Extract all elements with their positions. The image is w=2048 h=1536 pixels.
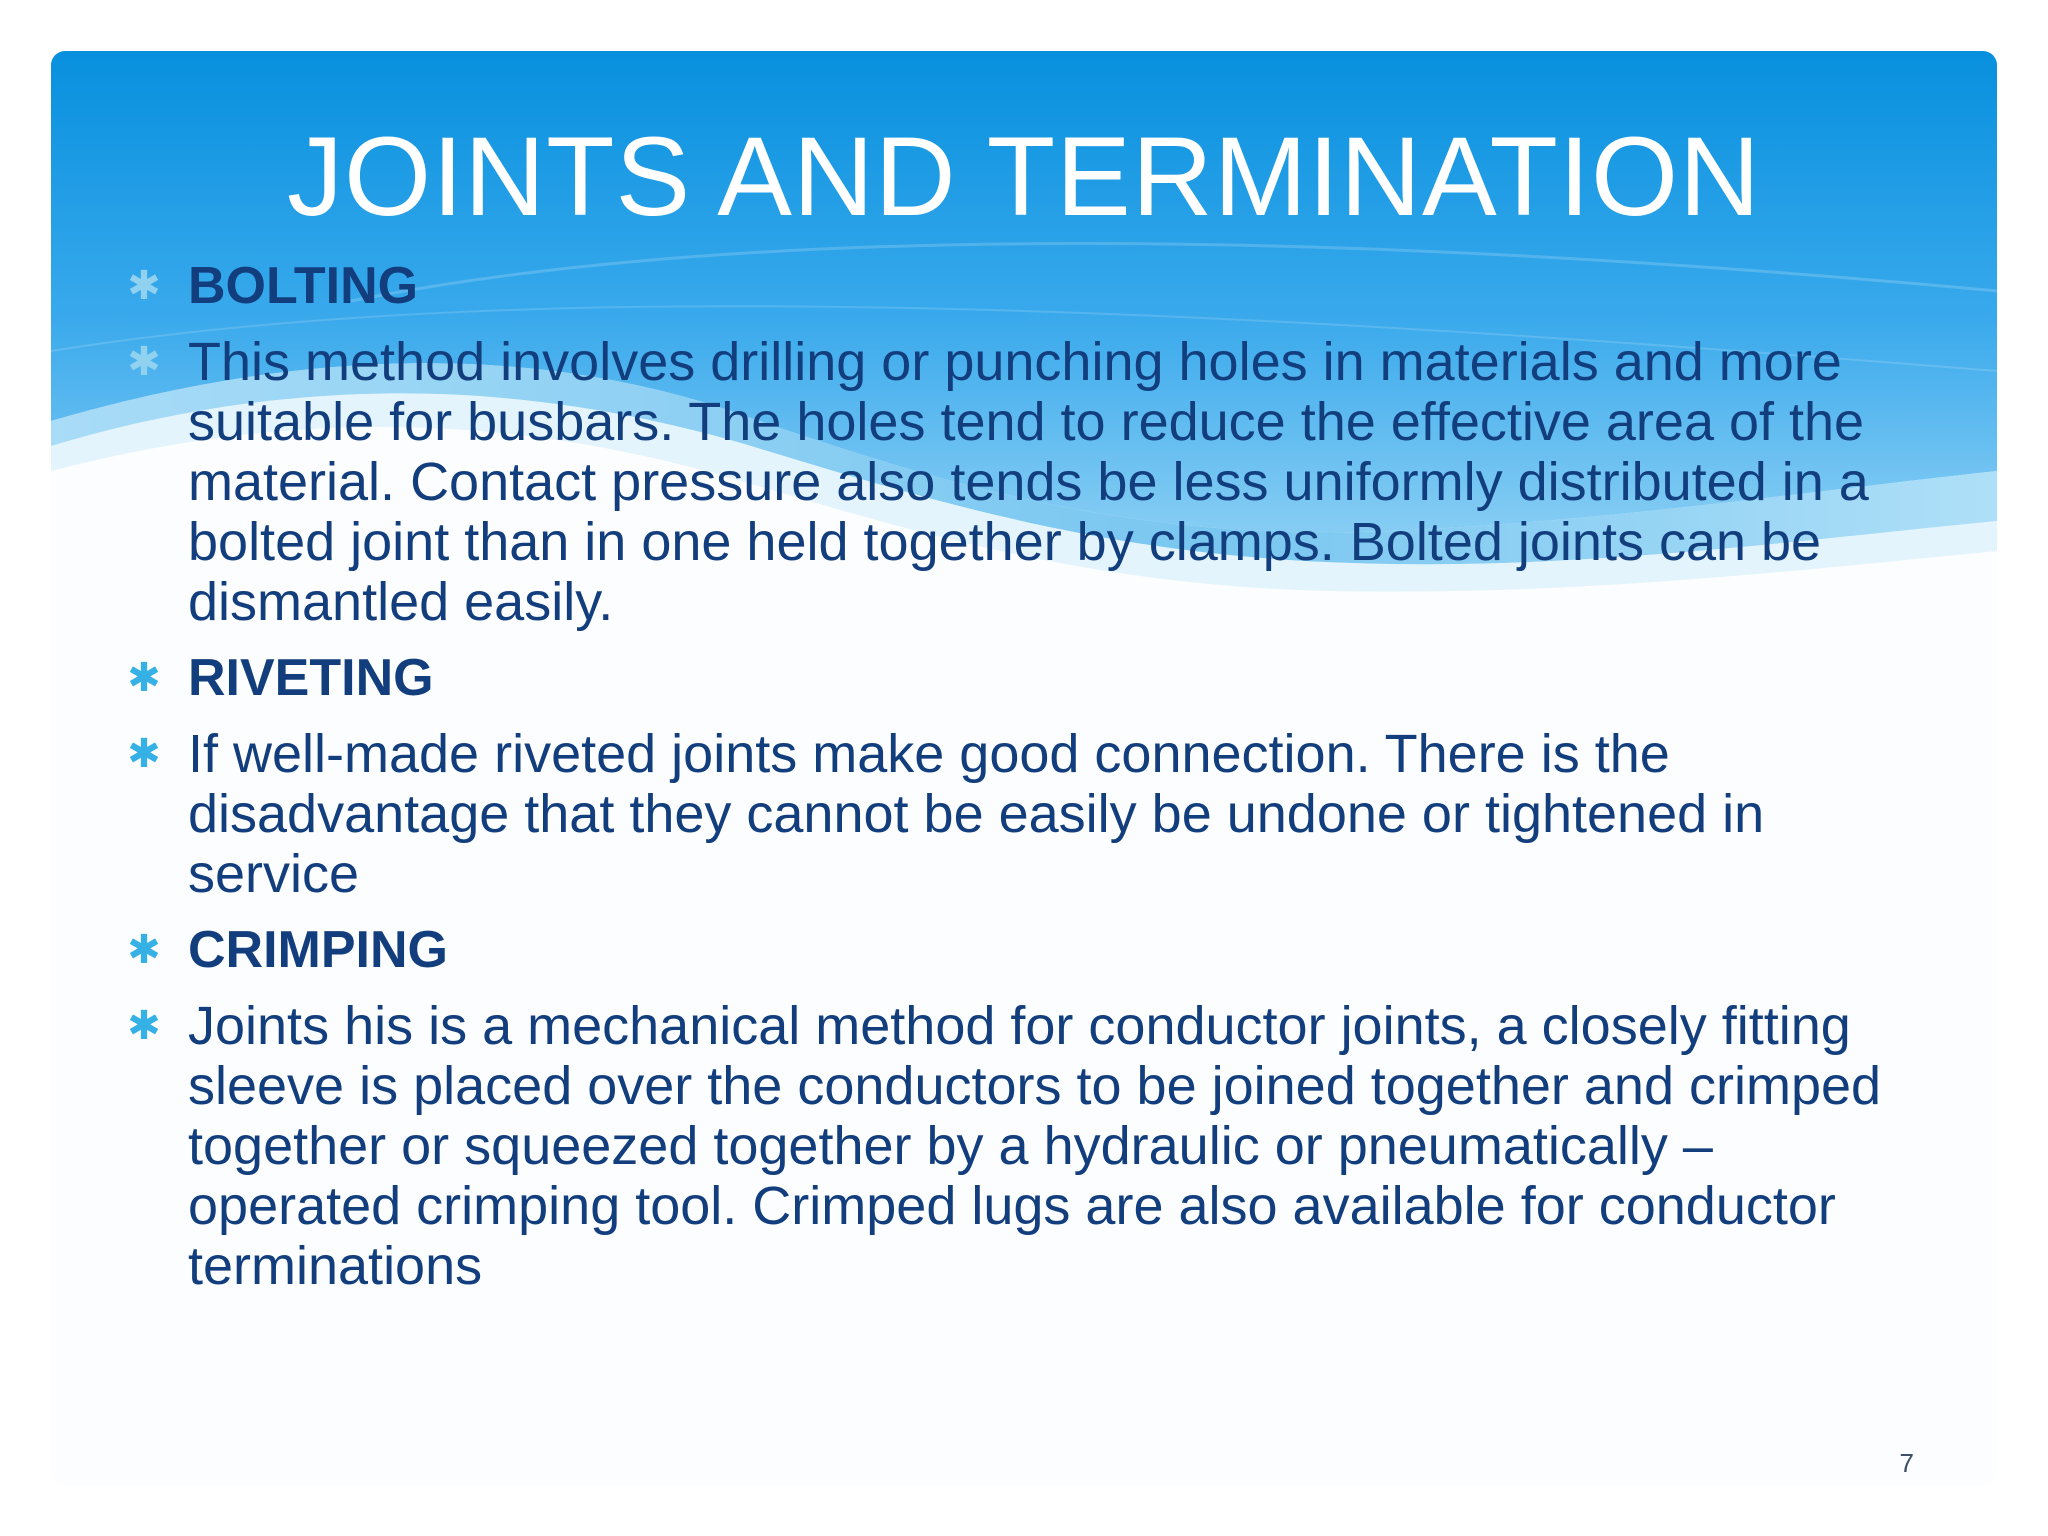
slide-title: JOINTS AND TERMINATION bbox=[287, 114, 1761, 239]
bullet-text: BOLTING bbox=[188, 257, 419, 315]
asterisk-icon: ✱ bbox=[127, 732, 161, 776]
bullet-text: Joints his is a mechanical method for conductor joints, a closely fitting sleeve is placed over the conductors to be joined together and crimped together or squeezed together by a hydraulic or pneumatically – operated crimping tool. Crimped lugs are also available for conductor terminations bbox=[188, 996, 1882, 1296]
bullet-item-riveting bbox=[124, 648, 1924, 708]
asterisk-icon: ✱ bbox=[127, 928, 161, 972]
bullet-item-crimping bbox=[124, 920, 1924, 980]
bullet-item-bolting bbox=[124, 256, 1924, 316]
bullet-list bbox=[124, 256, 1924, 1312]
asterisk-icon: ✱ bbox=[127, 340, 161, 384]
asterisk-icon: ✱ bbox=[127, 656, 161, 700]
bullet-text: This method involves drilling or punching holes in materials and more suitable for busbars. The holes tend to reduce the effective area of the material. Contact pressure also tends be less uniformly distributed in a bolted joint than in one held together by clamps. Bolted joints can be dismantled easily. bbox=[188, 332, 1869, 632]
asterisk-icon: ✱ bbox=[127, 1004, 161, 1048]
bullet-text: CRIMPING bbox=[188, 921, 448, 979]
bullet-text: If well-made riveted joints make good connection. There is the disadvantage that they cannot be easily be undone or tightened in service bbox=[188, 724, 1765, 904]
page-number: 7 bbox=[1899, 1448, 1914, 1478]
bullet-text: RIVETING bbox=[188, 649, 434, 707]
bullet-item-crimping-description bbox=[124, 996, 1924, 1296]
bullet-item-riveting-description bbox=[124, 724, 1924, 904]
bullet-item-bolting-description bbox=[124, 332, 1924, 632]
asterisk-icon: ✱ bbox=[127, 264, 161, 308]
